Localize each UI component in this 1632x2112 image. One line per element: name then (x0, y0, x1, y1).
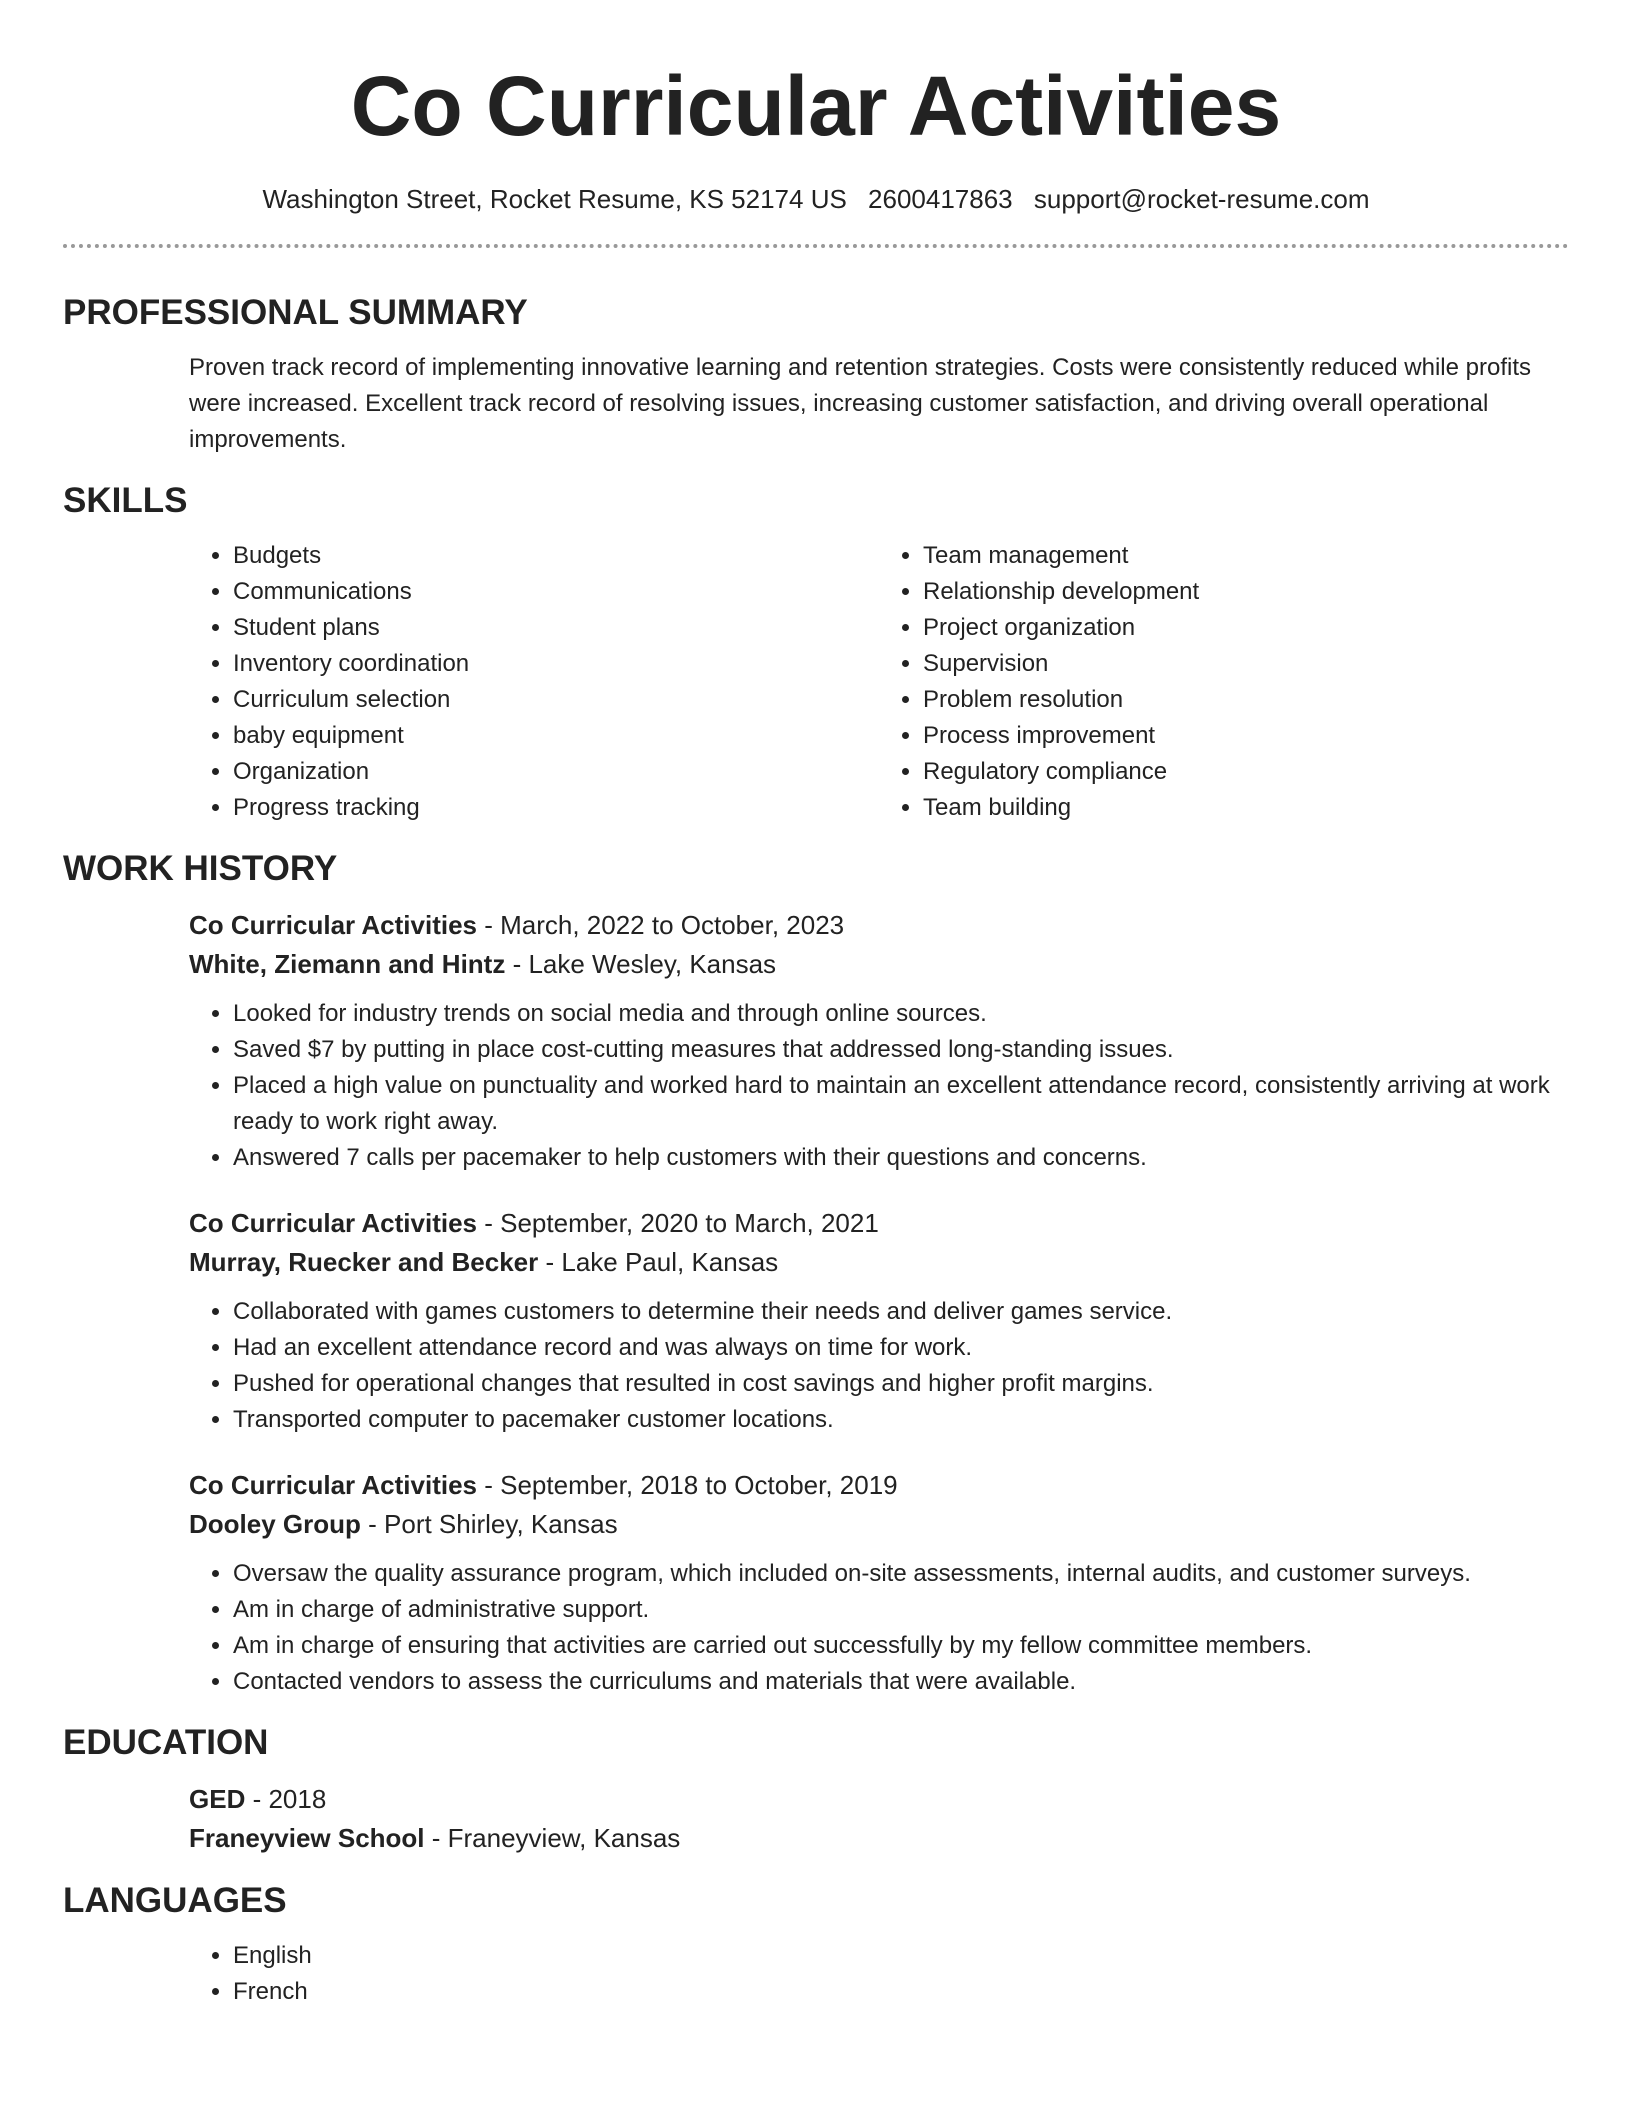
skill-item: • Curriculum selection (233, 682, 879, 718)
skills-section (63, 480, 1569, 826)
education-school-line (189, 1819, 1569, 1858)
resume-name: Co Curricular Activities (350, 59, 1282, 153)
work-section (63, 848, 1569, 1700)
job-title-line (189, 1466, 1569, 1505)
job-bullet: • Am in charge of ensuring that activities are carried out successfully by my fellow committee members. (233, 1628, 1569, 1664)
job-bullet: • Placed a high value on punctuality and worked hard to maintain an excellent attendance record, consistently arriving at work ready to work right away. (233, 1068, 1569, 1140)
skill-item: • Problem resolution (923, 682, 1569, 718)
education-degree: GED (189, 1784, 246, 1814)
job-bullet: • Transported computer to pacemaker customer locations. (233, 1402, 1569, 1438)
skill-item: • Relationship development (923, 574, 1569, 610)
job-bullets (189, 996, 1569, 1176)
skill-item: • Process improvement (923, 718, 1569, 754)
job-title: Co Curricular Activities (189, 910, 478, 940)
skill-item: • Supervision (923, 646, 1569, 682)
summary-text: Proven track record of implementing innovative learning and retention strategies. Costs were consistently reduced while profits were increased. Excellent track record of resolving issues, increasing customer satisfaction, and driving overall operational improvements. (189, 354, 1532, 453)
language-item: • French (233, 1974, 1569, 2010)
education-school: Franeyview School (189, 1823, 425, 1853)
education-location: - Franeyview, Kansas (424, 1823, 681, 1853)
education-year: - 2018 (245, 1784, 327, 1814)
job-dates: - March, 2022 to October, 2023 (477, 910, 845, 940)
skill-item: • Student plans (233, 610, 879, 646)
header-divider (63, 244, 1569, 248)
job-title: Co Curricular Activities (189, 1470, 478, 1500)
work-heading: WORK HISTORY (63, 849, 338, 888)
job-bullet: • Saved $7 by putting in place cost-cutting measures that addressed long-standing issues. (233, 1032, 1569, 1068)
job-company: Murray, Ruecker and Becker (189, 1247, 539, 1277)
language-item: • English (233, 1938, 1569, 1974)
job-company-line (189, 1243, 1569, 1282)
job-location: - Port Shirley, Kansas (360, 1509, 618, 1539)
skills-list-left (189, 538, 879, 826)
job-company-line (189, 945, 1569, 984)
education-heading: EDUCATION (63, 1723, 269, 1762)
skills-list-right (879, 538, 1569, 826)
job-bullet: • Contacted vendors to assess the curriculums and materials that were available. (233, 1664, 1569, 1700)
job-dates: - September, 2018 to October, 2019 (477, 1470, 898, 1500)
job-title-line (189, 1204, 1569, 1243)
skill-item: • Project organization (923, 610, 1569, 646)
job-location: - Lake Paul, Kansas (538, 1247, 779, 1277)
skill-item: • Team building (923, 790, 1569, 826)
skills-heading: SKILLS (63, 481, 188, 520)
job-bullet: • Answered 7 calls per pacemaker to help customers with their questions and concerns. (233, 1140, 1569, 1176)
skill-item: • baby equipment (233, 718, 879, 754)
job-bullet: • Pushed for operational changes that resulted in cost savings and higher profit margins. (233, 1366, 1569, 1402)
languages-section (63, 1880, 1569, 2010)
languages-list (189, 1938, 1569, 2010)
job-bullet: • Looked for industry trends on social media and through online sources. (233, 996, 1569, 1032)
skill-item: • Regulatory compliance (923, 754, 1569, 790)
job-bullet: • Had an excellent attendance record and was always on time for work. (233, 1330, 1569, 1366)
skill-item: • Organization (233, 754, 879, 790)
job-bullets (189, 1556, 1569, 1700)
job-dates: - September, 2020 to March, 2021 (477, 1208, 879, 1238)
contact-phone: 2600417863 (868, 184, 1013, 214)
education-degree-line (189, 1780, 1569, 1819)
education-section (63, 1722, 1569, 1858)
job-bullets (189, 1294, 1569, 1438)
job-location: - Lake Wesley, Kansas (505, 949, 777, 979)
job-entry (189, 906, 1569, 1176)
skill-item: • Team management (923, 538, 1569, 574)
job-entry (189, 1466, 1569, 1700)
contact-address: Washington Street, Rocket Resume, KS 52174 US (262, 184, 847, 214)
languages-heading: LANGUAGES (63, 1881, 287, 1920)
job-bullet: • Collaborated with games customers to determine their needs and deliver games service. (233, 1294, 1569, 1330)
job-title: Co Curricular Activities (189, 1208, 478, 1238)
skill-item: • Progress tracking (233, 790, 879, 826)
skill-item: • Budgets (233, 538, 879, 574)
job-company-line (189, 1505, 1569, 1544)
contact-line (0, 182, 1632, 216)
summary-heading: PROFESSIONAL SUMMARY (63, 293, 528, 332)
skill-item: • Inventory coordination (233, 646, 879, 682)
job-company: White, Ziemann and Hintz (189, 949, 506, 979)
job-bullet: • Am in charge of administrative support. (233, 1592, 1569, 1628)
skills-grid (189, 538, 1569, 826)
contact-email: support@rocket-resume.com (1033, 184, 1370, 214)
skill-item: • Communications (233, 574, 879, 610)
job-title-line (189, 906, 1569, 945)
job-entry (189, 1204, 1569, 1438)
job-bullet: • Oversaw the quality assurance program, which included on-site assessments, internal audits, and customer surveys. (233, 1556, 1569, 1592)
summary-section (63, 292, 1569, 458)
job-company: Dooley Group (189, 1509, 361, 1539)
